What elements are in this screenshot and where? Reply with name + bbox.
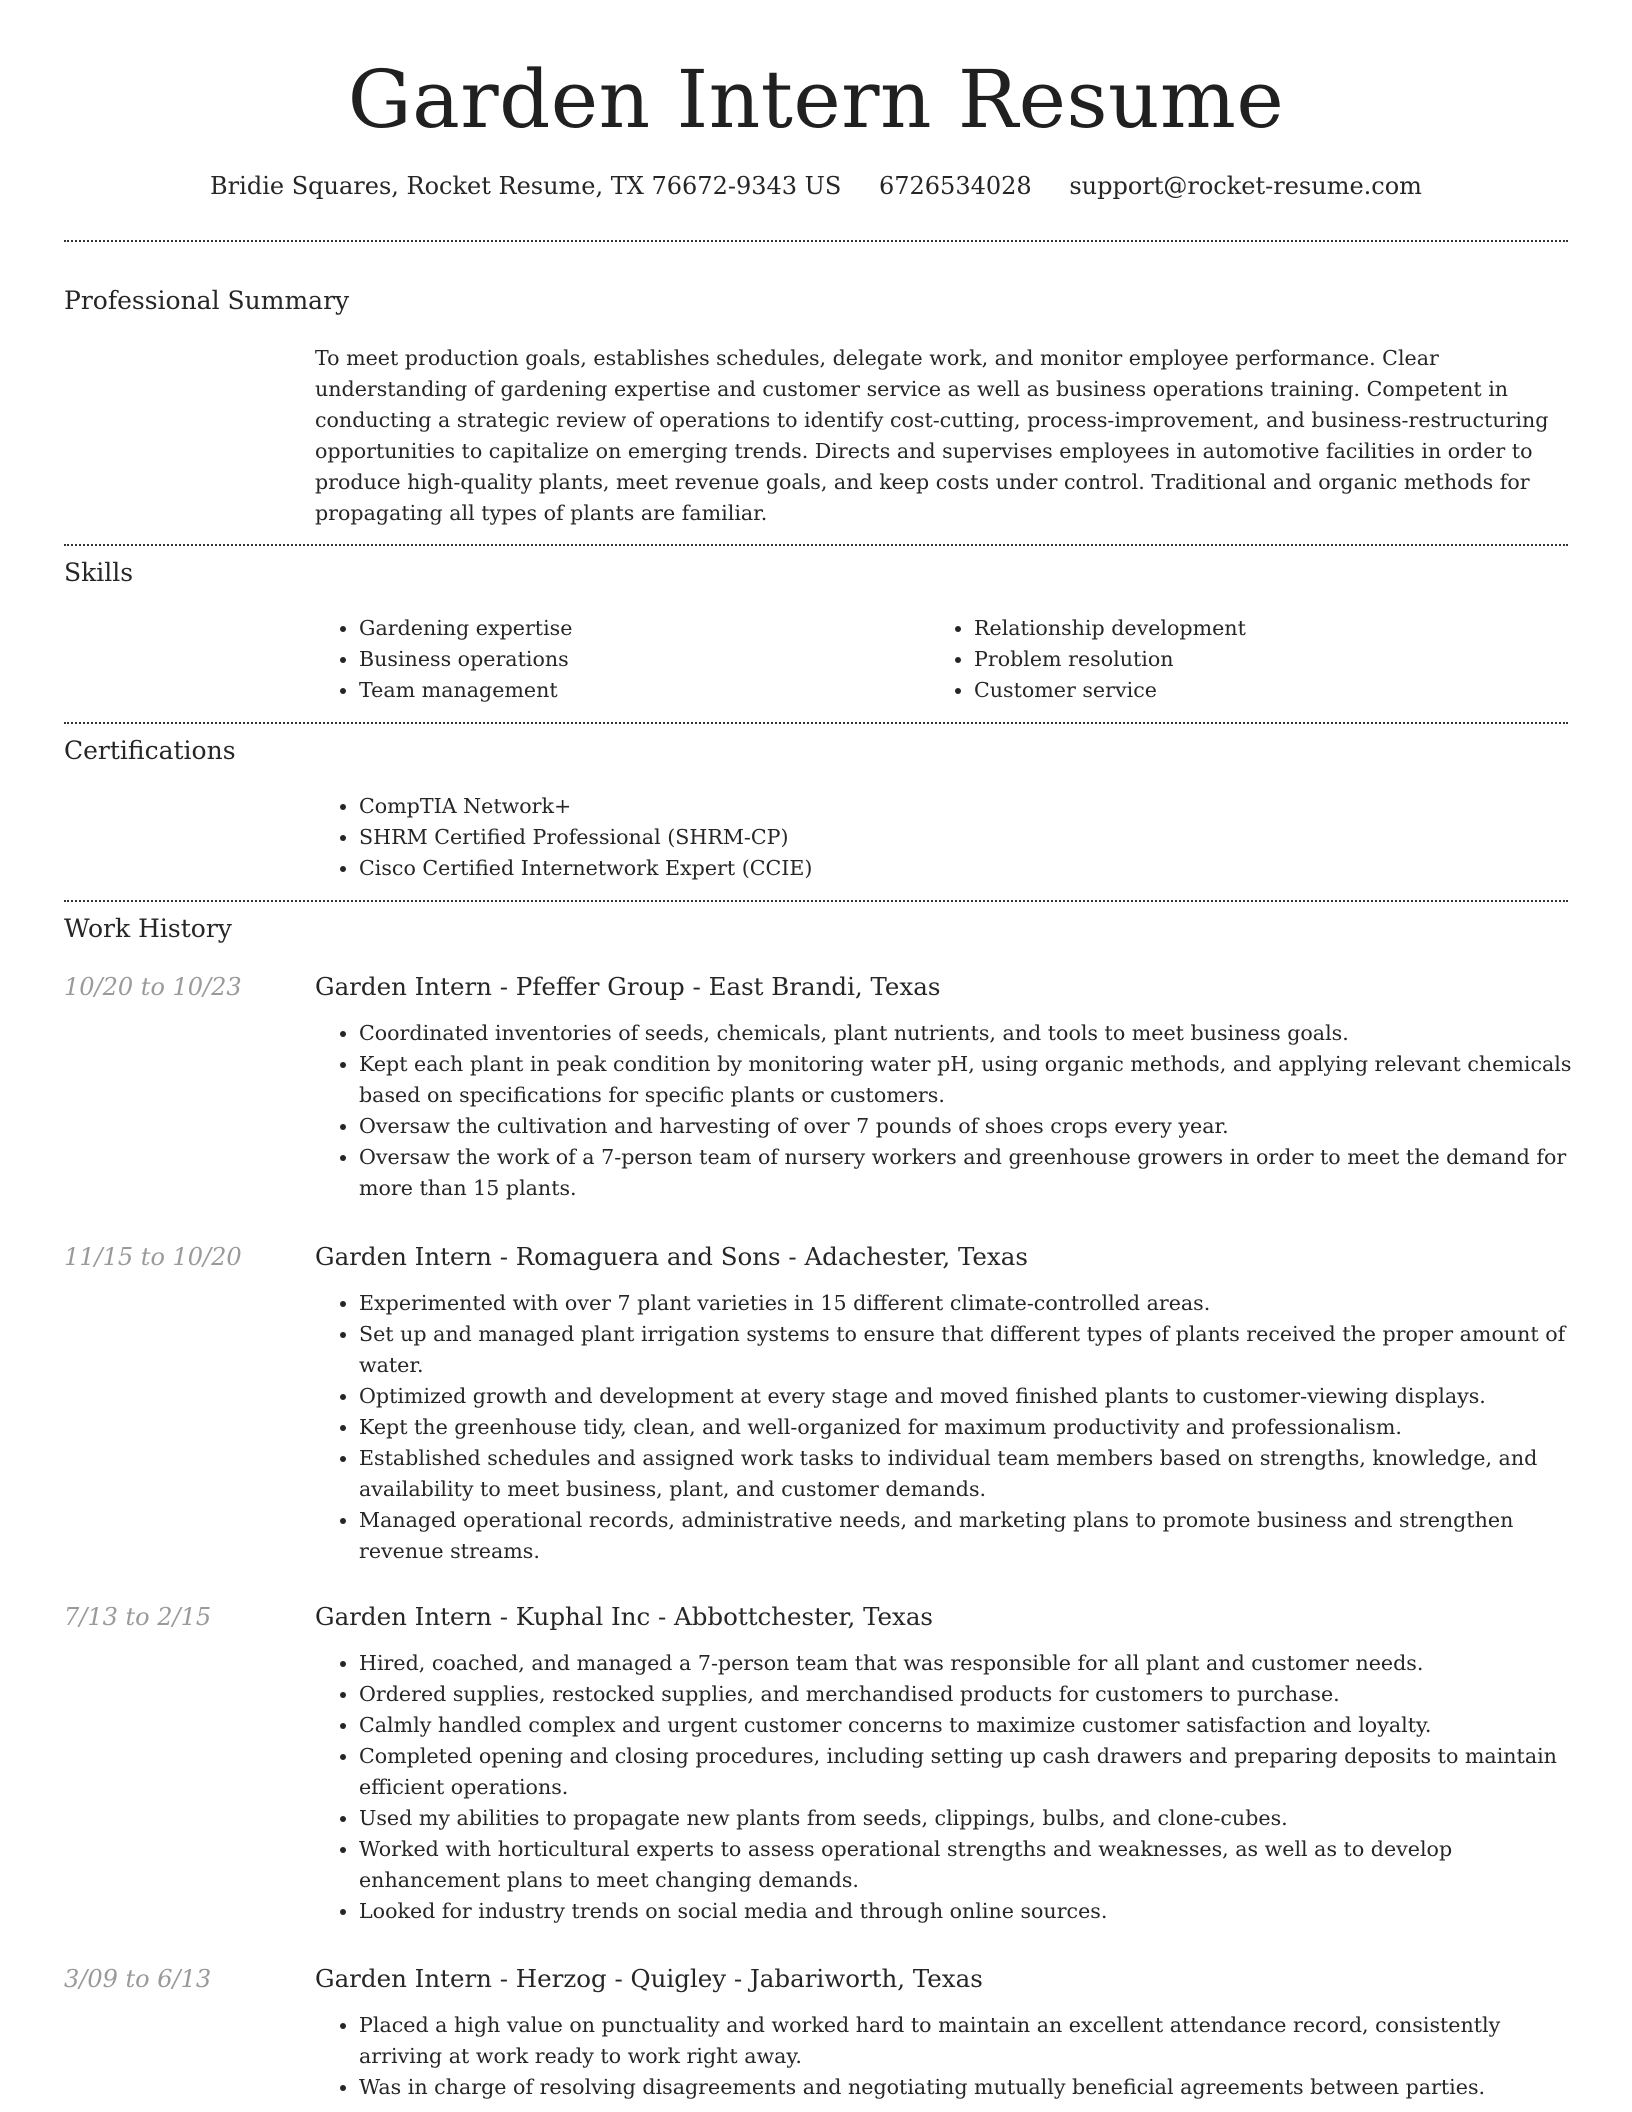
section-divider — [64, 240, 1568, 242]
certifications-heading: Certifications — [64, 736, 236, 765]
certifications-list — [315, 791, 1573, 884]
job-bullets — [315, 2010, 1573, 2103]
job-dates: 10/20 to 10/23 — [64, 973, 242, 1001]
job-bullet: • Set up and managed plant irrigation systems to ensure that different types of plants received the proper amount of water. — [359, 1319, 1573, 1381]
contact-address: Bridie Squares, Rocket Resume, TX 76672-9343 US — [210, 172, 842, 200]
skills-heading: Skills — [64, 558, 134, 587]
skills-list-left — [315, 613, 929, 706]
skill-item: • Relationship development — [974, 613, 1574, 644]
job-bullet: • Calmly handled complex and urgent customer concerns to maximize customer satisfaction and loyalty. — [359, 1710, 1573, 1741]
skills-list-right — [930, 613, 1574, 706]
job-bullets — [315, 1288, 1573, 1567]
job-bullet: • Kept each plant in peak condition by monitoring water pH, using organic methods, and applying relevant chemicals based on specifications for specific plants or customers. — [359, 1049, 1573, 1111]
job-bullet: • Ordered supplies, restocked supplies, and merchandised products for customers to purchase. — [359, 1679, 1573, 1710]
certification-item: • CompTIA Network+ — [359, 791, 1573, 822]
job-bullet: • Managed operational records, administrative needs, and marketing plans to promote business and strengthen revenue streams. — [359, 1505, 1573, 1567]
job-bullet: • Hired, coached, and managed a 7-person team that was responsible for all plant and customer needs. — [359, 1648, 1573, 1679]
job-bullet: • Used my abilities to propagate new plants from seeds, clippings, bulbs, and clone-cubes. — [359, 1803, 1573, 1834]
section-divider — [64, 544, 1568, 546]
summary-text: To meet production goals, establishes schedules, delegate work, and monitor employee performance. Clear understanding of gardening expertise and customer service as well as business operations training. Competent in conducting a strategic review of operations to identify cost-cutting, process-improvement, and business-restructuring opportunities to capitalize on emerging trends. Directs and supervises employees in automotive facilities in order to produce high-quality plants, meet revenue goals, and keep costs under control. Traditional and organic methods for propagating all types of plants are familiar. — [315, 346, 1549, 525]
job-bullet: • Optimized growth and development at every stage and moved finished plants to customer-viewing displays. — [359, 1381, 1573, 1412]
job-dates: 3/09 to 6/13 — [64, 1965, 212, 1993]
job-bullet: • Was in charge of resolving disagreements and negotiating mutually beneficial agreements between parties. — [359, 2072, 1573, 2103]
certification-item: • SHRM Certified Professional (SHRM-CP) — [359, 822, 1573, 853]
contact-email[interactable]: support@rocket-resume.com — [1069, 172, 1422, 200]
job-bullet: • Coordinated inventories of seeds, chemicals, plant nutrients, and tools to meet business goals. — [359, 1018, 1573, 1049]
job-title: Garden Intern - Kuphal Inc - Abbottchester, Texas — [315, 1602, 934, 1631]
certification-item: • Cisco Certified Internetwork Expert (CCIE) — [359, 853, 1573, 884]
skill-item: • Business operations — [359, 644, 929, 675]
skill-item: • Gardening expertise — [359, 613, 929, 644]
job-bullet: • Placed a high value on punctuality and worked hard to maintain an excellent attendance record, consistently arriving at work ready to work right away. — [359, 2010, 1573, 2072]
job-bullet: • Established schedules and assigned work tasks to individual team members based on strengths, knowledge, and availability to meet business, plant, and customer demands. — [359, 1443, 1573, 1505]
job-bullet: • Looked for industry trends on social media and through online sources. — [359, 1896, 1573, 1927]
job-bullets — [315, 1018, 1573, 1204]
section-divider — [64, 900, 1568, 902]
job-bullet: • Worked with horticultural experts to assess operational strengths and weaknesses, as well as to develop enhancement plans to meet changing demands. — [359, 1834, 1573, 1896]
job-dates: 11/15 to 10/20 — [64, 1243, 242, 1271]
job-bullet: • Experimented with over 7 plant varieties in 15 different climate-controlled areas. — [359, 1288, 1573, 1319]
job-title: Garden Intern - Romaguera and Sons - Adachester, Texas — [315, 1242, 1028, 1271]
resume-title: Garden Intern Resume — [347, 53, 1285, 146]
summary-heading: Professional Summary — [64, 286, 350, 315]
work-history-heading: Work History — [64, 914, 232, 943]
job-bullet: • Oversaw the work of a 7-person team of nursery workers and greenhouse growers in order to meet the demand for more than 15 plants. — [359, 1142, 1573, 1204]
section-divider — [64, 722, 1568, 724]
job-bullet: • Kept the greenhouse tidy, clean, and well-organized for maximum productivity and professionalism. — [359, 1412, 1573, 1443]
job-dates: 7/13 to 2/15 — [64, 1603, 212, 1631]
job-bullet: • Completed opening and closing procedures, including setting up cash drawers and preparing deposits to maintain efficient operations. — [359, 1741, 1573, 1803]
job-bullet: • Oversaw the cultivation and harvesting of over 7 pounds of shoes crops every year. — [359, 1111, 1573, 1142]
job-title: Garden Intern - Herzog - Quigley - Jabariworth, Texas — [315, 1964, 983, 1993]
skill-item: • Customer service — [974, 675, 1574, 706]
job-title: Garden Intern - Pfeffer Group - East Brandi, Texas — [315, 972, 941, 1001]
job-bullets — [315, 1648, 1573, 1927]
skill-item: • Problem resolution — [974, 644, 1574, 675]
contact-phone: 6726534028 — [878, 172, 1032, 200]
contact-line — [0, 170, 1632, 202]
skill-item: • Team management — [359, 675, 929, 706]
